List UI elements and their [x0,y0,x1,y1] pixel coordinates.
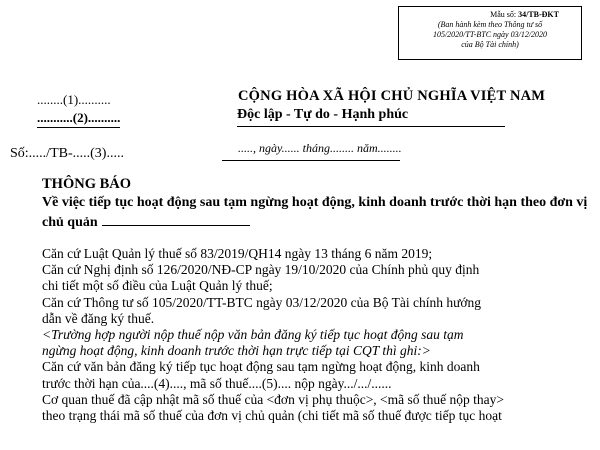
notice-subtitle-text: Về việc tiếp tục hoạt động sau tạm ngừng hoạt động, kinh doanh trước thời hạn theo đơn vị chủ quản [42,195,588,230]
body-line: chi tiết một số điều của Luật Quản lý thuế; [42,278,273,294]
document-number: Số:...../TB-.....(3)..... [10,146,124,161]
national-motto: Độc lập - Tự do - Hạnh phúc [237,107,409,122]
form-code-box [398,6,582,60]
form-note-line: của Bộ Tài chính) [461,40,519,49]
form-code-value: 34/TB-ĐKT [518,10,559,19]
issuing-agency-parent: ........(1).......... [37,92,111,107]
body-line: Cơ quan thuế đã cập nhật mã số thuế của <đơn vị phụ thuộc>, <mã số thuế nộp thay> [42,391,505,407]
form-note-line: (Ban hành kèm theo Thông tư số [437,20,543,29]
body-line: Căn cứ Luật Quản lý thuế số 83/2019/QH14 ngày 13 tháng 6 năm 2019; [42,246,433,261]
body-line: trước thời hạn của....(4)...., mã số thuế....(5).... nộp ngày.../.../...... [42,375,392,391]
date-underline [222,160,400,161]
motto-underline [237,126,505,127]
document-body [42,246,600,424]
form-note-line: 105/2020/TT-BTC ngày 03/12/2020 [432,30,548,39]
body-line: theo trạng thái mã số thuế của đơn vị chủ quản (chi tiết mã số thuế được tiếp tục hoạt [42,408,502,424]
notice-subtitle [42,193,592,232]
form-code-label: Mẫu số: [490,10,517,19]
form-code [403,10,577,20]
date-line: ....., ngày...... tháng........ năm........ [238,141,402,155]
body-line: dẫn về đăng ký thuế. [42,310,155,326]
body-line: Căn cứ Thông tư số 105/2020/TT-BTC ngày 03/12/2020 của Bộ Tài chính hướng [42,294,482,310]
body-line: Căn cứ văn bản đăng ký tiếp tục hoạt động sau tạm ngừng hoạt động, kinh doanh [42,359,480,375]
body-line-italic: <Trường hợp người nộp thuế nộp văn bản đăng ký tiếp tục hoạt động sau tạm [42,327,464,343]
subtitle-blank-line [102,212,250,226]
body-line: Căn cứ Nghị định số 126/2020/NĐ-CP ngày 19/10/2020 của Chính phủ quy định [42,262,480,278]
national-title: CỘNG HÒA XÃ HỘI CHỦ NGHĨA VIỆT NAM [238,88,546,104]
issuing-agency: ...........(2).......... [37,110,120,128]
notice-title: THÔNG BÁO [42,176,132,192]
body-line-italic: ngừng hoạt động, kinh doanh trước thời hạn trực tiếp tại CQT thì ghi:> [42,343,431,359]
